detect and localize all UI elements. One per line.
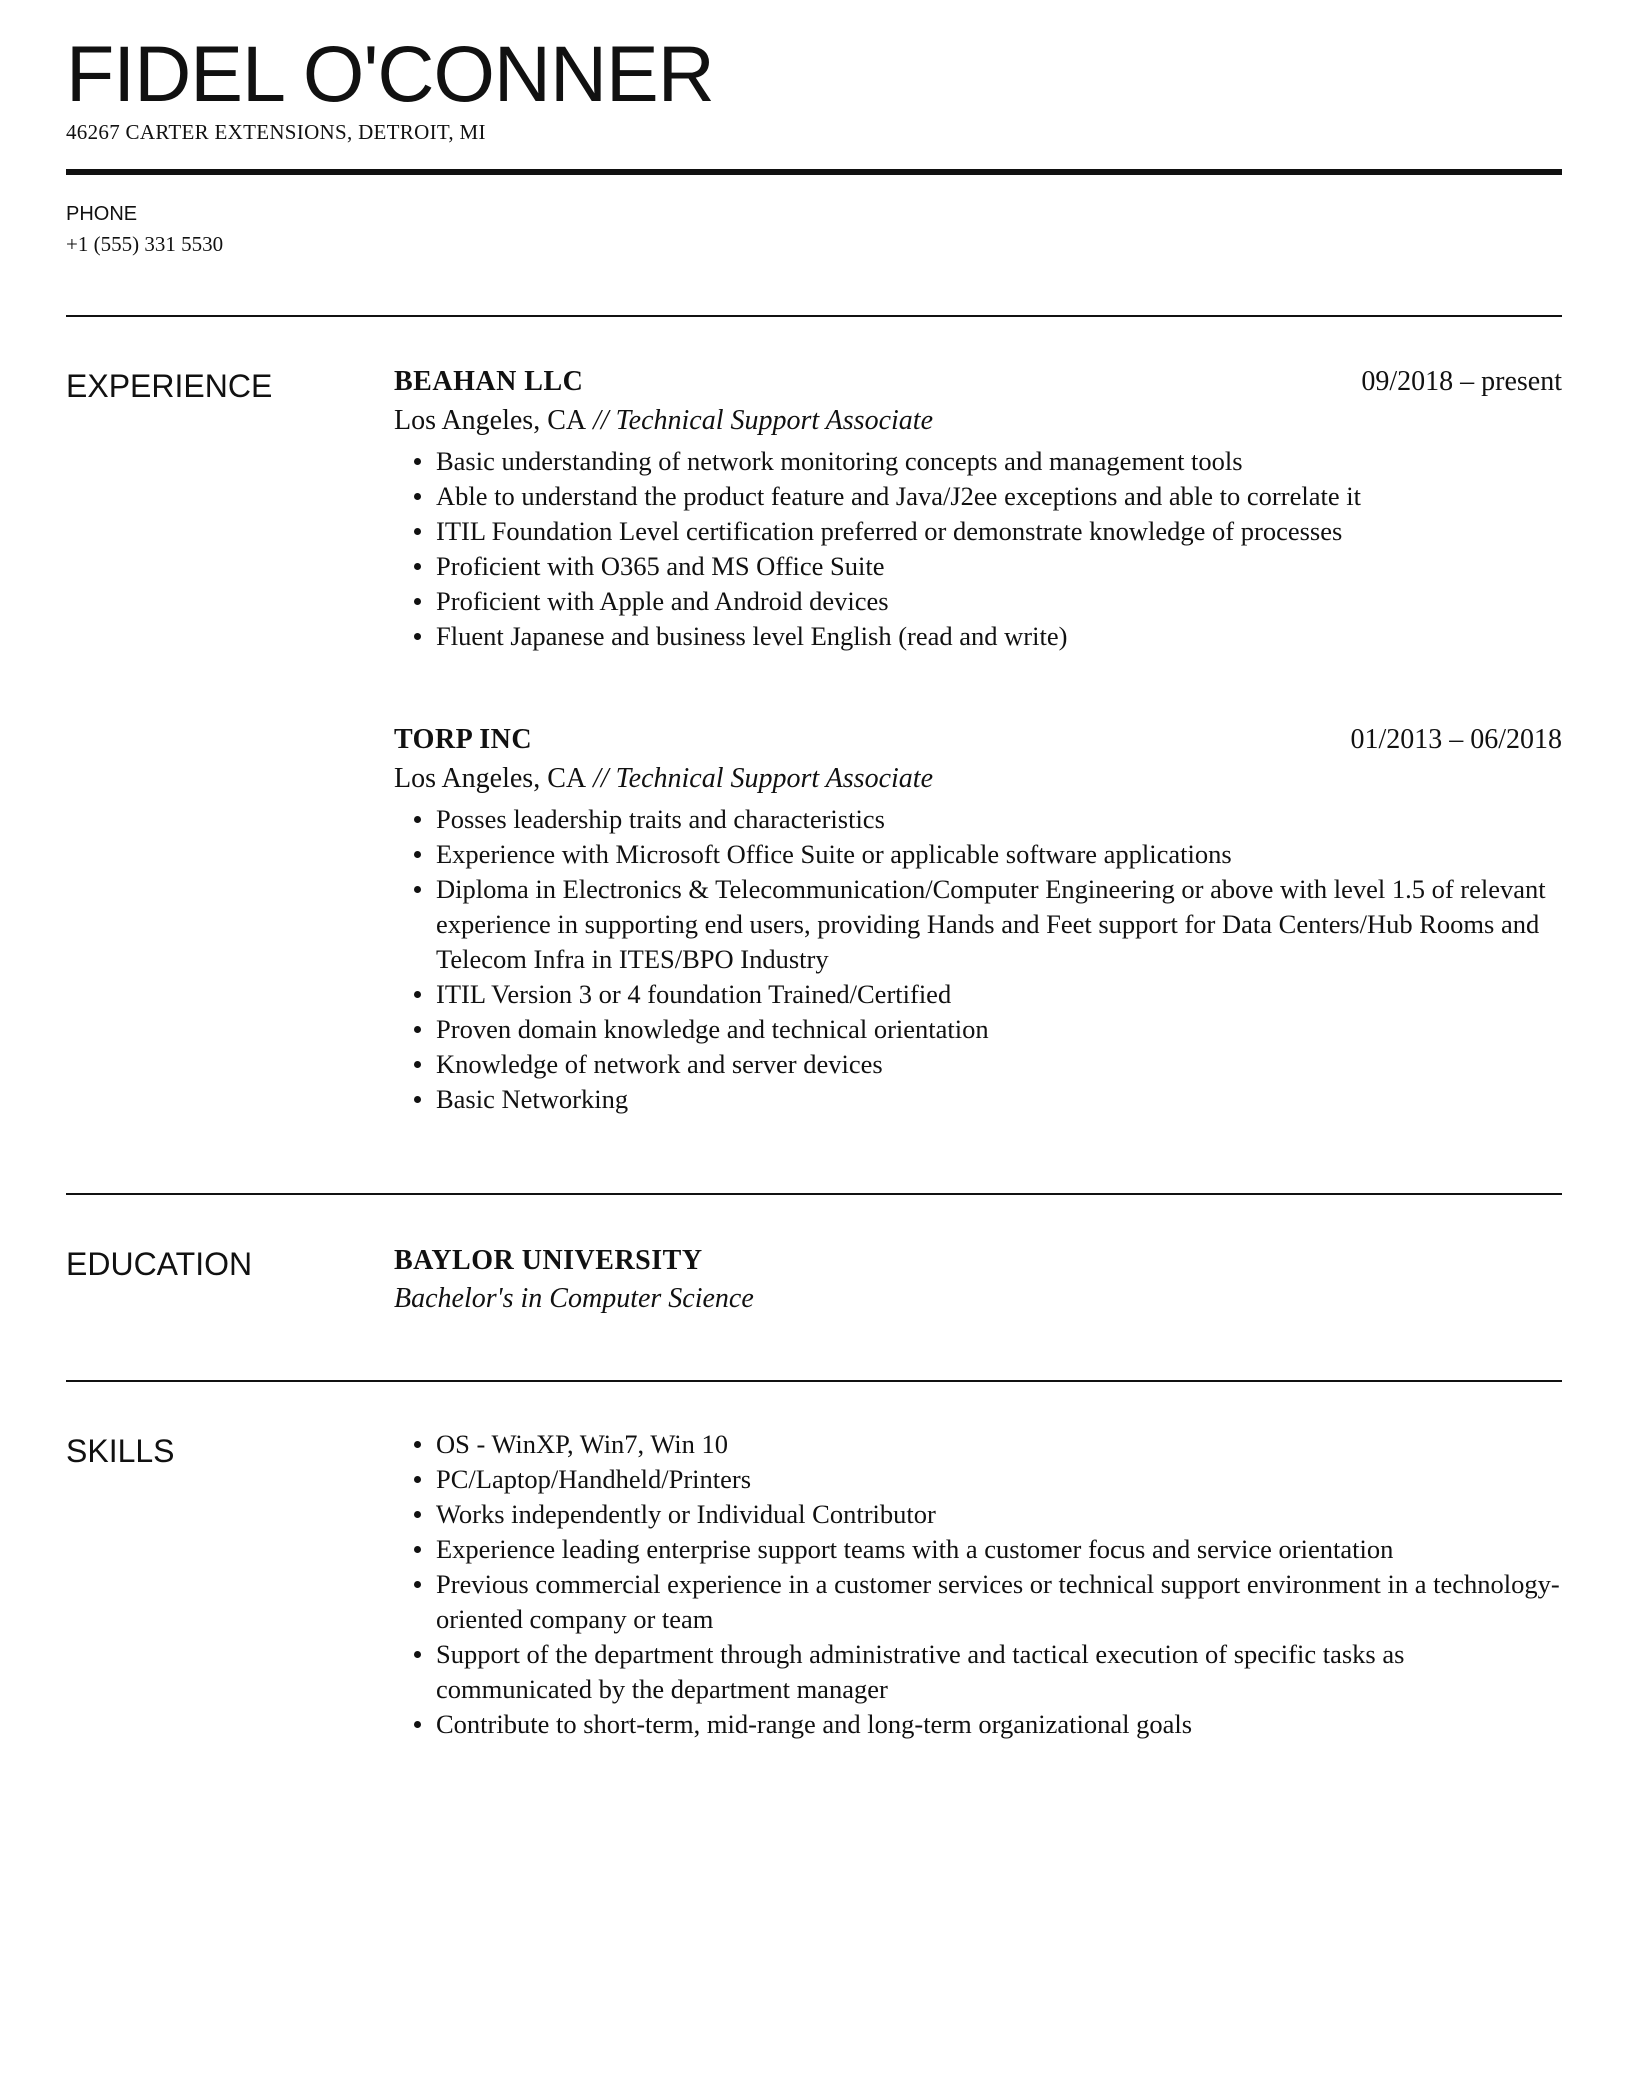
job-subline [394,760,1562,798]
job-separator: // [586,763,616,794]
list-item: Experience with Microsoft Office Suite or applicable software applications [394,837,1562,872]
job-entry [394,720,1562,1117]
job-role: Technical Support Associate [615,405,933,436]
list-item: Posses leadership traits and characteristics [394,802,1562,837]
job-company: TORP INC [394,724,533,755]
education-entry [394,1242,1562,1318]
skills-list [394,1427,1562,1742]
list-item: Fluent Japanese and business level English (read and write) [394,619,1562,654]
section-divider [66,1380,1562,1382]
job-bullets [394,444,1562,654]
skills-entry [394,1427,1562,1742]
list-item: Support of the department through administrative and tactical execution of specific tasks as communicated by the department manager [394,1637,1562,1707]
candidate-address: 46267 CARTER EXTENSIONS, DETROIT, MI [66,120,486,144]
job-separator: // [586,405,616,436]
degree: Bachelor's in Computer Science [394,1283,754,1314]
resume-page [66,0,1562,2098]
list-item: Basic Networking [394,1082,1562,1117]
section-divider [66,315,1562,317]
phone-value: +1 (555) 331 5530 [66,232,224,256]
job-subline [394,402,1562,440]
job-company: BEAHAN LLC [394,366,584,397]
skills-heading: SKILLS [66,1433,175,1469]
list-item: Proficient with Apple and Android devices [394,584,1562,619]
section-divider [66,1193,1562,1195]
job-bullets [394,802,1562,1117]
list-item: OS - WinXP, Win7, Win 10 [394,1427,1562,1462]
list-item: Works independently or Individual Contributor [394,1497,1562,1532]
list-item: PC/Laptop/Handheld/Printers [394,1462,1562,1497]
job-location: Los Angeles, CA [394,405,587,436]
list-item: Diploma in Electronics & Telecommunication/Computer Engineering or above with level 1.5 of relevant experience in supporting end users, providing Hands and Feet support for Data Centers/Hub Rooms and Telecom Infra in ITES/BPO Industry [394,872,1562,977]
list-item: Proficient with O365 and MS Office Suite [394,549,1562,584]
job-entry [394,362,1562,654]
list-item: Previous commercial experience in a customer services or technical support environment in a technology-oriented company or team [394,1567,1562,1637]
job-role: Technical Support Associate [615,763,933,794]
list-item: Able to understand the product feature and Java/J2ee exceptions and able to correlate it [394,479,1562,514]
job-location: Los Angeles, CA [394,763,587,794]
list-item: Basic understanding of network monitoring concepts and management tools [394,444,1562,479]
job-dates: 01/2013 – 06/2018 [1350,724,1562,755]
header-divider [66,169,1562,175]
job-dates: 09/2018 – present [1361,366,1562,397]
list-item: ITIL Foundation Level certification preferred or demonstrate knowledge of processes [394,514,1562,549]
candidate-name: FIDEL O'CONNER [66,29,714,118]
list-item: Contribute to short-term, mid-range and long-term organizational goals [394,1707,1562,1742]
experience-heading: EXPERIENCE [66,368,273,404]
list-item: ITIL Version 3 or 4 foundation Trained/Certified [394,977,1562,1012]
list-item: Knowledge of network and server devices [394,1047,1562,1082]
education-heading: EDUCATION [66,1246,253,1282]
school-name: BAYLOR UNIVERSITY [394,1245,703,1276]
phone-label: PHONE [66,203,138,225]
list-item: Proven domain knowledge and technical orientation [394,1012,1562,1047]
list-item: Experience leading enterprise support teams with a customer focus and service orientation [394,1532,1562,1567]
